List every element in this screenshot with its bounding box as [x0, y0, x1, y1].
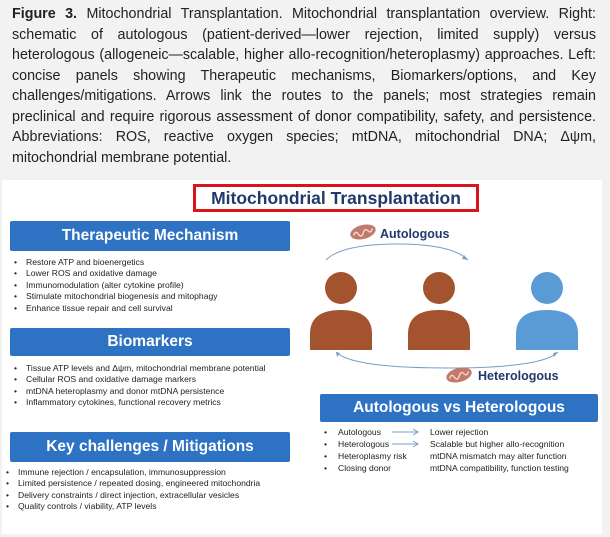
bullet: •: [324, 451, 328, 461]
comparison-banner: Autologous vs Heterologous: [320, 394, 598, 422]
list-item: • Enhance tissue repair and cell survival: [10, 303, 300, 314]
comparison-row: [320, 463, 610, 475]
mitochondrion-icon: [445, 367, 473, 383]
caption-label: Figure 3.: [12, 6, 78, 22]
list-item: • Quality controls / viability, ATP levels: [2, 501, 302, 512]
key-challenges-banner: Key challenges / Mitigations: [10, 432, 290, 462]
biomarkers-banner: Biomarkers: [10, 328, 290, 356]
list-item: • Delivery constraints / direct injection, extracellular vesicles: [2, 490, 302, 501]
figure-caption: [12, 4, 596, 168]
figure-title: Mitochondrial Transplantation: [193, 184, 479, 212]
list-item: • Stimulate mitochondrial biogenesis and mitophagy: [10, 291, 300, 302]
list-item: • Limited persistence / repeated dosing, engineered mitochondria: [2, 478, 302, 489]
comparison-term: Heterologous: [338, 439, 390, 449]
comparison-term: Heteroplasmy risk: [338, 451, 407, 461]
comparison-desc: mtDNA mismatch may alter function: [430, 451, 567, 461]
list-item: • Immune rejection / encapsulation, immunosuppression: [2, 467, 302, 478]
autologous-label: Autologous: [380, 227, 450, 241]
biomarkers-list: [10, 363, 278, 409]
bullet: •: [324, 427, 328, 437]
list-item: • Immunomodulation (alter cytokine profile): [10, 280, 300, 291]
list-item: • Lower ROS and oxidative damage: [10, 268, 300, 279]
person-icon: [308, 268, 374, 350]
heterologous-label: Heterologous: [478, 369, 559, 383]
key-challenges-list: [2, 467, 302, 513]
list-item: • Restore ATP and bioenergetics: [10, 257, 300, 268]
list-item: • mtDNA heteroplasmy and donor mtDNA persistence: [10, 386, 278, 397]
bullet: •: [324, 439, 328, 449]
caption-text: Mitochondrial Transplantation. Mitochondrial transplantation overview. Right: schematic of autologous (patient-derived—lower rejection, limited supply) versus heterologous (allogeneic—scalable, higher allo-recognition/heteroplasmy) approaches. Left: concise panels showing Therapeutic mechanisms, Biomarkers/options, and Key challenges/mitigations. Arrows link the routes to the panels; most strategies remain preclinical and require rigorous assessment of donor compatibility, safety, and persistence. Abbreviations: ROS, reactive oxygen species; mtDNA, mitochondrial DNA; Δψm, mitochondrial membrane potential.: [12, 6, 596, 166]
figure-panel: [2, 180, 602, 534]
bullet: •: [324, 463, 328, 473]
comparison-term: Closing donor: [338, 463, 392, 473]
comparison-desc: mtDNA compatibility, function testing: [430, 463, 569, 473]
comparison-row: [320, 439, 610, 451]
comparison-row: [320, 427, 610, 439]
list-item: • Inflammatory cytokines, functional recovery metrics: [10, 397, 278, 408]
comparison-desc: Lower rejection: [430, 427, 489, 437]
comparison-desc: Scalable but higher allo-recognition: [430, 439, 565, 449]
list-item: • Cellular ROS and oxidative damage markers: [10, 374, 278, 385]
person-icon: [406, 268, 472, 350]
person-icon: [514, 268, 580, 350]
arrow-right-icon: [392, 427, 422, 437]
comparison-row: [320, 451, 610, 463]
autologous-arrow: [322, 238, 472, 262]
comparison-term: Autologous: [338, 427, 382, 437]
arrow-right-icon: [392, 439, 422, 449]
list-item: • Tissue ATP levels and Δψm, mitochondrial membrane potential: [10, 363, 278, 374]
therapeutic-mechanism-banner: Therapeutic Mechanism: [10, 221, 290, 251]
therapeutic-mechanism-list: [10, 257, 300, 314]
